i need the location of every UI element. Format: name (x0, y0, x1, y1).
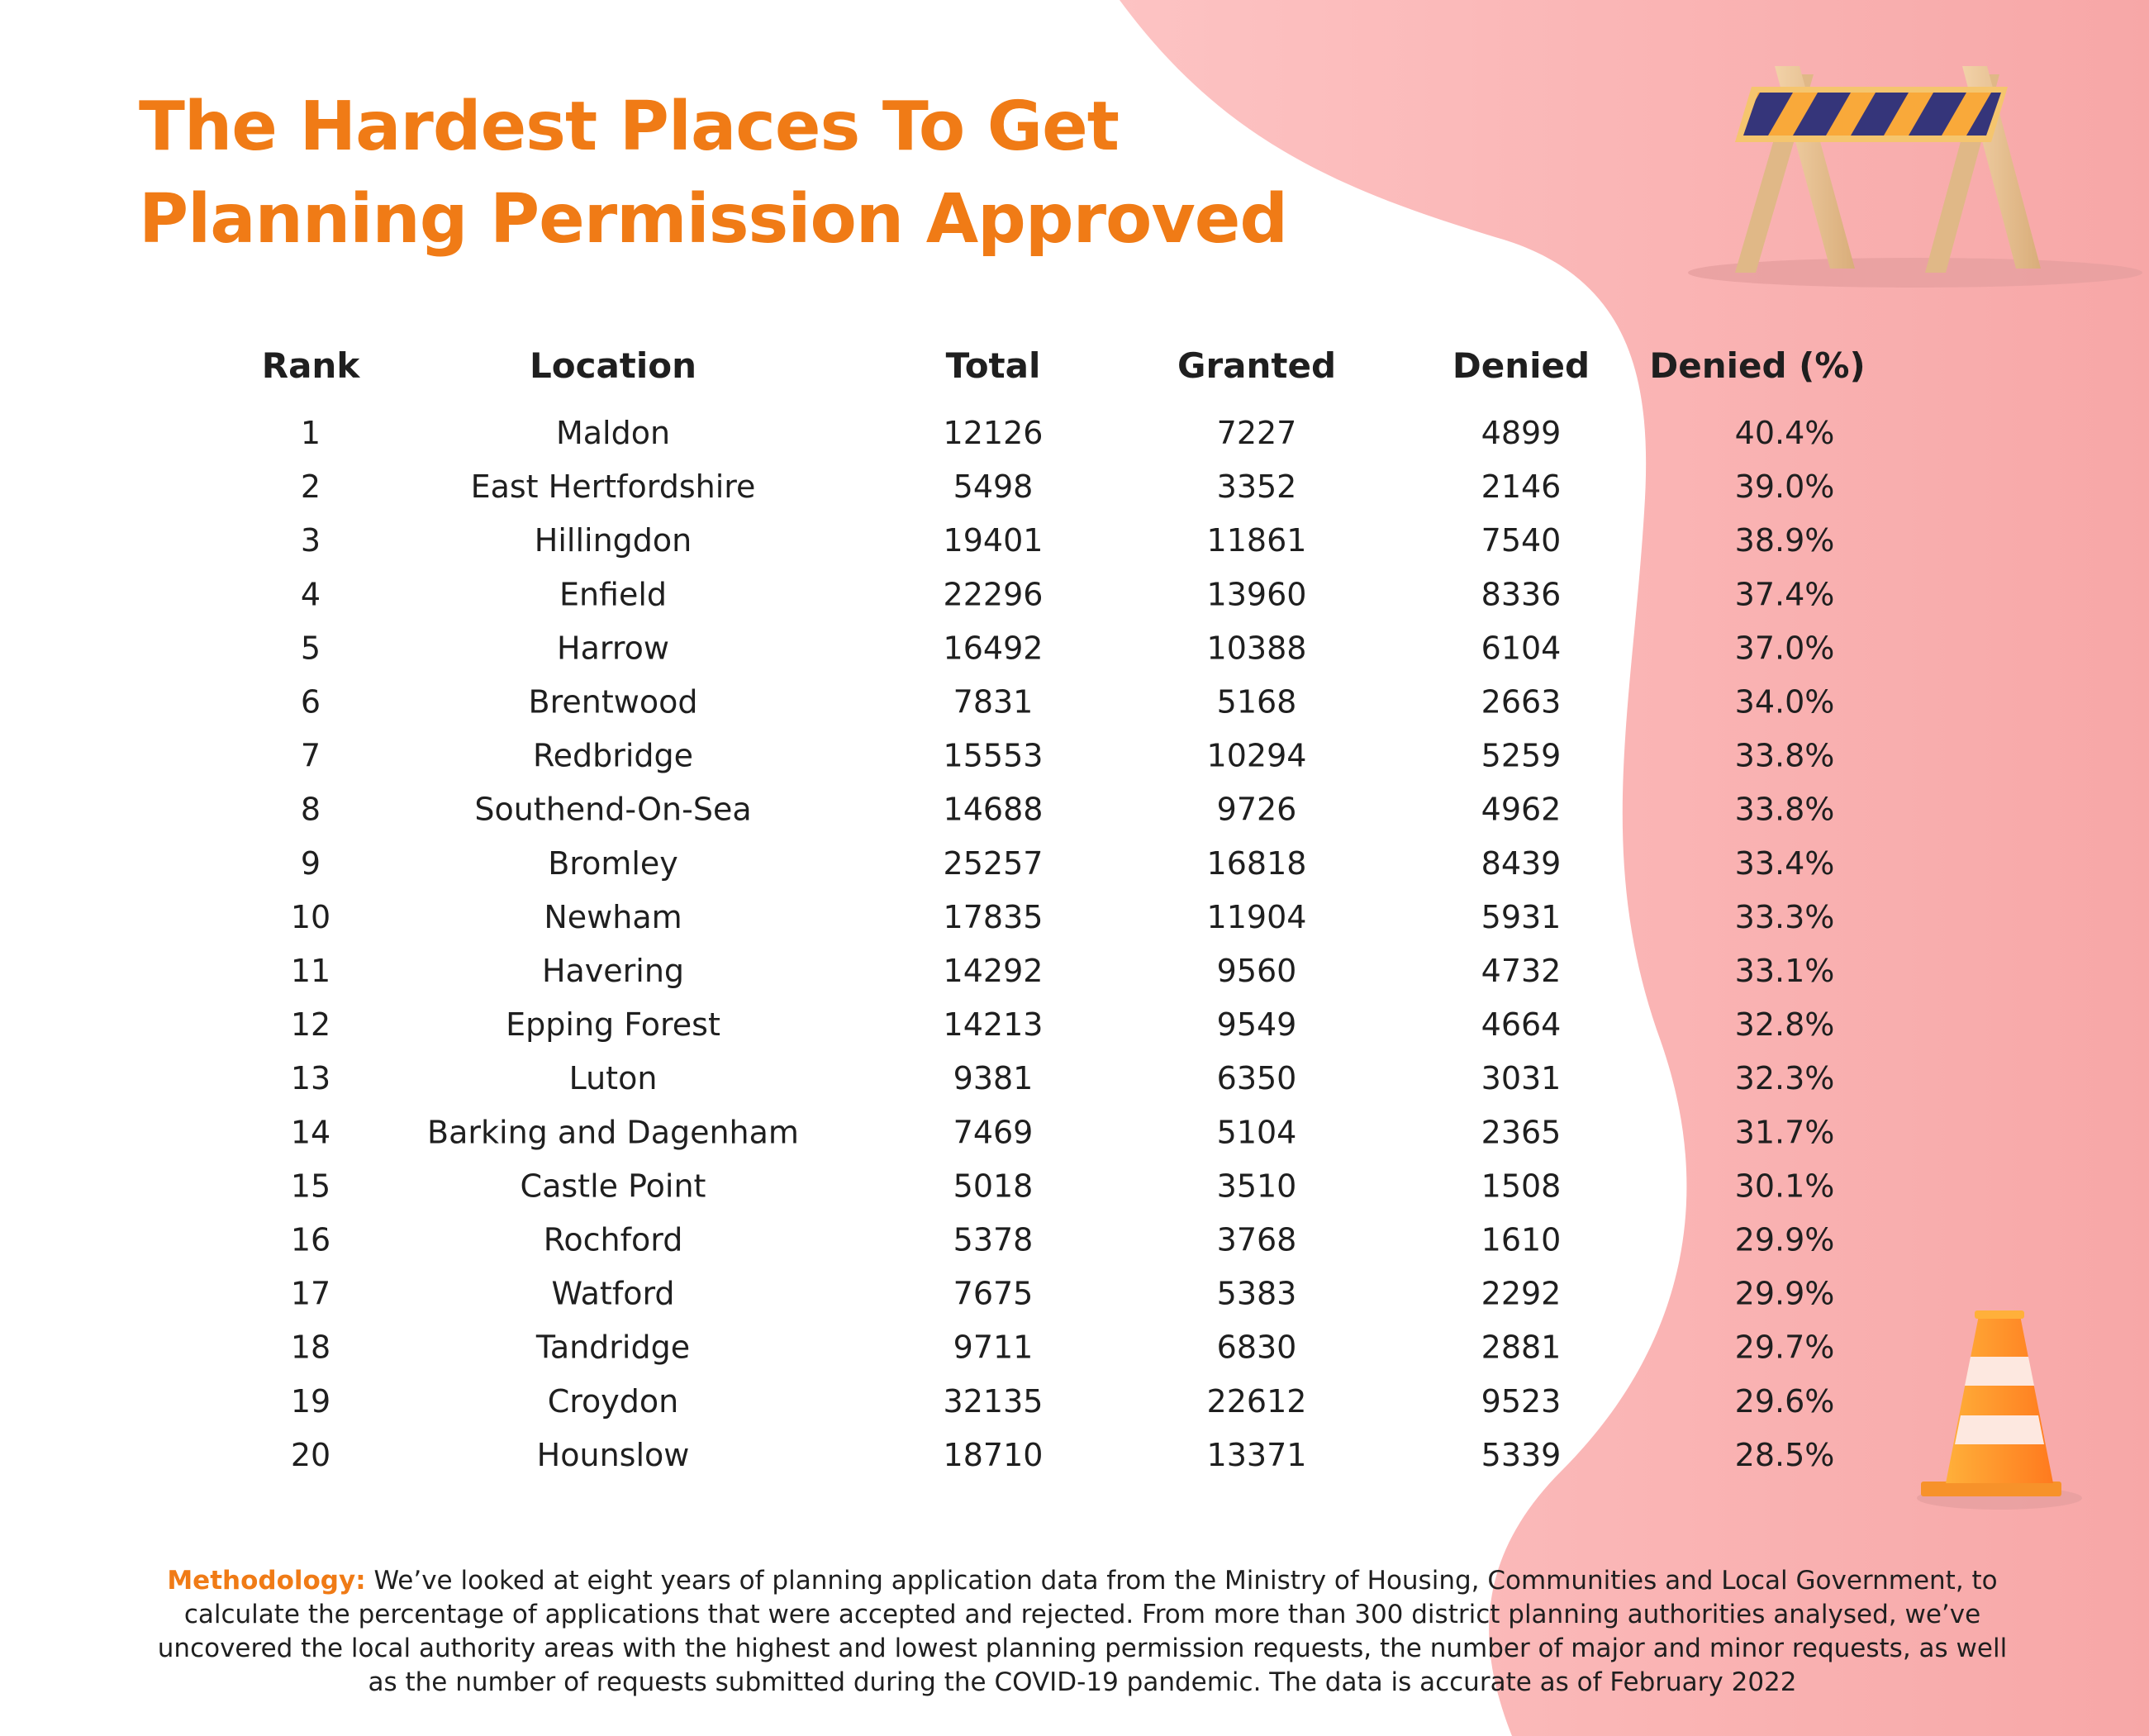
column-header-denied: Denied (1452, 345, 1590, 386)
cell-rank: 7 (300, 737, 321, 774)
cell-location: Harrow (557, 630, 669, 667)
table-row (301, 415, 1834, 451)
cell-denied-pct: 33.8% (1734, 737, 1835, 774)
table-row (301, 576, 1834, 612)
cell-granted: 11861 (1206, 522, 1307, 559)
cell-granted: 22612 (1206, 1382, 1307, 1420)
cell-rank: 6 (300, 683, 321, 721)
table-row (291, 1329, 1835, 1366)
cell-location: Newham (544, 898, 682, 935)
cell-denied-pct: 32.8% (1734, 1006, 1835, 1044)
cell-location: Castle Point (520, 1168, 706, 1205)
cell-total: 22296 (943, 576, 1044, 613)
cell-total: 15553 (943, 737, 1044, 774)
table-row (291, 1114, 1835, 1150)
cell-denied-pct: 29.9% (1734, 1275, 1835, 1312)
cell-granted: 9726 (1216, 791, 1297, 828)
cell-denied-pct: 29.9% (1734, 1221, 1835, 1258)
cell-rank: 8 (300, 791, 321, 828)
table-header (262, 345, 1866, 386)
table-body (291, 415, 1835, 1473)
cell-total: 5378 (953, 1221, 1034, 1258)
cell-denied-pct: 33.8% (1734, 791, 1835, 828)
cell-denied: 4962 (1481, 791, 1562, 828)
cell-total: 14292 (943, 953, 1044, 989)
cell-denied: 8439 (1481, 844, 1562, 882)
cell-denied: 4732 (1481, 953, 1562, 989)
cell-location: Havering (541, 953, 685, 989)
cell-denied-pct: 33.3% (1734, 898, 1835, 935)
cell-rank: 15 (290, 1168, 331, 1205)
cell-denied: 2881 (1481, 1329, 1562, 1366)
title-line-2: Planning Permission Approved (139, 180, 1288, 259)
cell-denied-pct: 39.0% (1734, 468, 1835, 506)
cell-total: 14213 (943, 1006, 1044, 1044)
table-row (301, 630, 1834, 666)
table-row (301, 738, 1834, 774)
table-row (291, 899, 1835, 935)
cell-total: 14688 (943, 791, 1044, 828)
column-header-granted: Granted (1177, 345, 1337, 386)
cell-granted: 6350 (1216, 1060, 1297, 1097)
cell-denied-pct: 37.4% (1734, 576, 1835, 613)
table-row (291, 1060, 1835, 1096)
cell-denied: 2146 (1481, 468, 1562, 506)
table-row (301, 522, 1834, 559)
cell-rank: 3 (300, 522, 321, 559)
table-row (291, 1006, 1835, 1043)
cell-denied: 3031 (1481, 1060, 1562, 1097)
cell-denied: 2663 (1481, 683, 1562, 721)
cell-location: Tandridge (535, 1329, 691, 1366)
cell-denied-pct: 31.7% (1734, 1114, 1835, 1151)
cell-rank: 12 (290, 1006, 331, 1044)
cell-denied: 4899 (1481, 415, 1562, 451)
cell-location: Rochford (543, 1221, 683, 1258)
cell-denied: 7540 (1481, 522, 1562, 559)
cell-rank: 2 (300, 468, 321, 506)
cell-denied-pct: 34.0% (1734, 683, 1835, 721)
cell-location: Southend-On-Sea (474, 791, 752, 828)
methodology-note (157, 1564, 2008, 1700)
cell-denied-pct: 30.1% (1734, 1168, 1835, 1205)
methodology-text: We’ve looked at eight years of planning application data from the Ministry of Housing, Communities and Local Government, to calculate the percentage of applications that were accepted and rejected. From more than 300 district planning authorities analysed, we’ve uncovered the local authority areas with the highest and lowest planning permission requests, the number of major and minor requests, as well as the number of requests submitted during the COVID-19 pandemic. The data is accurate as of February 2022 (157, 1566, 2008, 1697)
cell-location: Watford (551, 1275, 675, 1312)
table-row (291, 1222, 1835, 1258)
cell-denied: 5259 (1481, 737, 1562, 774)
cell-granted: 5168 (1216, 683, 1297, 721)
cell-location: Croydon (547, 1382, 679, 1420)
table-row (301, 468, 1834, 505)
cell-rank: 9 (300, 844, 321, 882)
cell-granted: 13371 (1206, 1436, 1307, 1473)
cell-location: East Hertfordshire (470, 468, 756, 506)
cell-total: 25257 (943, 844, 1044, 882)
methodology-label: Methodology: (167, 1566, 366, 1596)
cell-location: Bromley (548, 844, 678, 882)
cell-denied-pct: 32.3% (1734, 1060, 1835, 1097)
cell-rank: 1 (300, 415, 321, 451)
cell-denied: 5339 (1481, 1436, 1562, 1473)
cell-total: 32135 (943, 1382, 1044, 1420)
column-header-total: Total (945, 345, 1041, 386)
column-header-rank: Rank (261, 345, 360, 386)
cell-granted: 9560 (1216, 953, 1297, 989)
cell-location: Hounslow (536, 1436, 690, 1473)
cell-granted: 10388 (1206, 630, 1307, 667)
cell-granted: 3768 (1216, 1221, 1297, 1258)
table-row (291, 1437, 1835, 1473)
cell-total: 19401 (943, 522, 1044, 559)
cell-granted: 9549 (1216, 1006, 1297, 1044)
cell-rank: 10 (290, 898, 331, 935)
cell-granted: 3510 (1216, 1168, 1297, 1205)
cell-denied-pct: 38.9% (1734, 522, 1835, 559)
cell-rank: 14 (290, 1114, 331, 1151)
cell-granted: 16818 (1206, 844, 1307, 882)
cell-total: 16492 (943, 630, 1044, 667)
cell-rank: 20 (290, 1436, 331, 1473)
cell-denied: 5931 (1481, 898, 1562, 935)
cell-rank: 5 (300, 630, 321, 667)
cell-location: Redbridge (532, 737, 694, 774)
cell-location: Barking and Dagenham (427, 1114, 799, 1151)
cell-denied-pct: 33.1% (1734, 953, 1835, 989)
cell-granted: 5104 (1216, 1114, 1297, 1151)
table-row (291, 1168, 1835, 1204)
cell-denied-pct: 28.5% (1734, 1436, 1835, 1473)
cell-denied-pct: 40.4% (1734, 415, 1835, 451)
cell-denied: 6104 (1481, 630, 1562, 667)
cell-granted: 13960 (1206, 576, 1307, 613)
cell-location: Enfield (559, 576, 668, 613)
cell-rank: 18 (290, 1329, 331, 1366)
cell-rank: 11 (290, 953, 331, 989)
cell-denied: 8336 (1481, 576, 1562, 613)
cell-total: 9711 (953, 1329, 1034, 1366)
cell-granted: 11904 (1206, 898, 1307, 935)
cell-total: 17835 (943, 898, 1044, 935)
cell-granted: 3352 (1216, 468, 1297, 506)
cell-total: 18710 (943, 1436, 1044, 1473)
cell-location: Hillingdon (534, 522, 692, 559)
cell-rank: 16 (290, 1221, 331, 1258)
cell-denied-pct: 37.0% (1734, 630, 1835, 667)
cell-total: 7831 (953, 683, 1034, 721)
cell-denied-pct: 29.6% (1734, 1382, 1835, 1420)
cell-location: Luton (568, 1060, 658, 1097)
table-row (291, 1276, 1835, 1312)
cell-total: 5498 (953, 468, 1034, 506)
table-row (291, 953, 1835, 989)
cell-rank: 4 (300, 576, 321, 613)
cell-location: Epping Forest (506, 1006, 720, 1044)
cell-denied: 1508 (1481, 1168, 1562, 1205)
cell-granted: 6830 (1216, 1329, 1297, 1366)
cell-total: 7675 (953, 1275, 1034, 1312)
cell-rank: 17 (290, 1275, 331, 1312)
cell-rank: 19 (290, 1382, 331, 1420)
cell-denied: 2292 (1481, 1275, 1562, 1312)
cell-rank: 13 (290, 1060, 331, 1097)
cell-location: Brentwood (528, 683, 698, 721)
table-row (301, 792, 1834, 828)
cell-location: Maldon (555, 415, 671, 451)
column-header-location: Location (529, 345, 697, 386)
cell-granted: 7227 (1216, 415, 1297, 451)
table-row (301, 845, 1834, 882)
cell-denied: 1610 (1481, 1221, 1562, 1258)
cell-denied-pct: 33.4% (1734, 844, 1835, 882)
cell-total: 12126 (943, 415, 1044, 451)
cell-total: 5018 (953, 1168, 1034, 1205)
cell-granted: 10294 (1206, 737, 1307, 774)
cell-granted: 5383 (1216, 1275, 1297, 1312)
table-row (291, 1383, 1835, 1420)
cell-denied: 9523 (1481, 1382, 1562, 1420)
cell-denied-pct: 29.7% (1734, 1329, 1835, 1366)
cell-denied: 2365 (1481, 1114, 1562, 1151)
cell-total: 9381 (953, 1060, 1034, 1097)
column-header-denied-pct: Denied (%) (1649, 345, 1866, 386)
cell-denied: 4664 (1481, 1006, 1562, 1044)
table-row (301, 684, 1834, 721)
cell-total: 7469 (953, 1114, 1034, 1151)
title-line-1: The Hardest Places To Get (139, 88, 1119, 166)
